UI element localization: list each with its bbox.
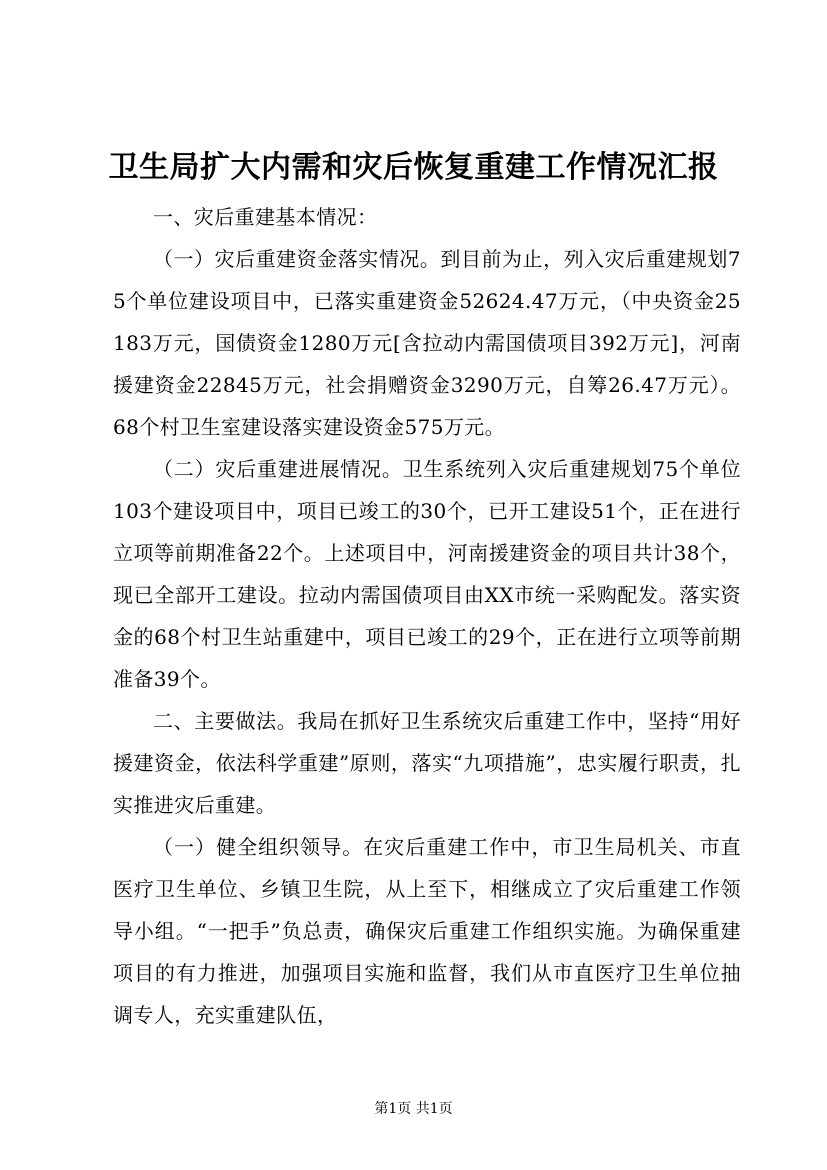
page-footer: 第1页 共1页 (374, 1101, 453, 1117)
paragraph-funding-status: （一）灾后重建资金落实情况。到目前为止，列入灾后重建规划75个单位建设项目中，已落实重建资金52624.47万元，（中央资金25183万元，国债资金1280万元[含拉动内需国债项目392万元]，河南援建资金22845万元，社会捐赠资金3290万元，自筹26.47万元）。68个村卫生室建设落实建设资金575万元。 (113, 247, 741, 439)
paragraph-section-one-heading: 一、灾后重建基本情况： (153, 205, 378, 229)
document-title: 卫生局扩大内需和灾后恢复重建工作情况汇报 (108, 150, 719, 185)
document-body (113, 196, 741, 1036)
paragraph-organization-leadership: （一）健全组织领导。在灾后重建工作中，市卫生局机关、市直医疗卫生单位、乡镇卫生院，从上至下，相继成立了灾后重建工作领导小组。“一把手”负总责，确保灾后重建工作组织实施。为确保重建项目的有力推进，加强项目实施和监督，我们从市直医疗卫生单位抽调专人，充实重建队伍， (113, 835, 741, 1027)
paragraph-main-practices: 二、主要做法。我局在抓好卫生系统灾后重建工作中，坚持“用好援建资金，依法科学重建”原则，落实“九项措施”，忠实履行职责，扎实推进灾后重建。 (113, 709, 741, 817)
paragraph-progress-status: （二）灾后重建进展情况。卫生系统列入灾后重建规划75个单位103个建设项目中，项目已竣工的30个，已开工建设51个，正在进行立项等前期准备22个。上述项目中，河南援建资金的项目共计38个，现已全部开工建设。拉动内需国债项目由XX市统一采购配发。落实资金的68个村卫生站重建中，项目已竣工的29个，正在进行立项等前期准备39个。 (113, 457, 741, 691)
